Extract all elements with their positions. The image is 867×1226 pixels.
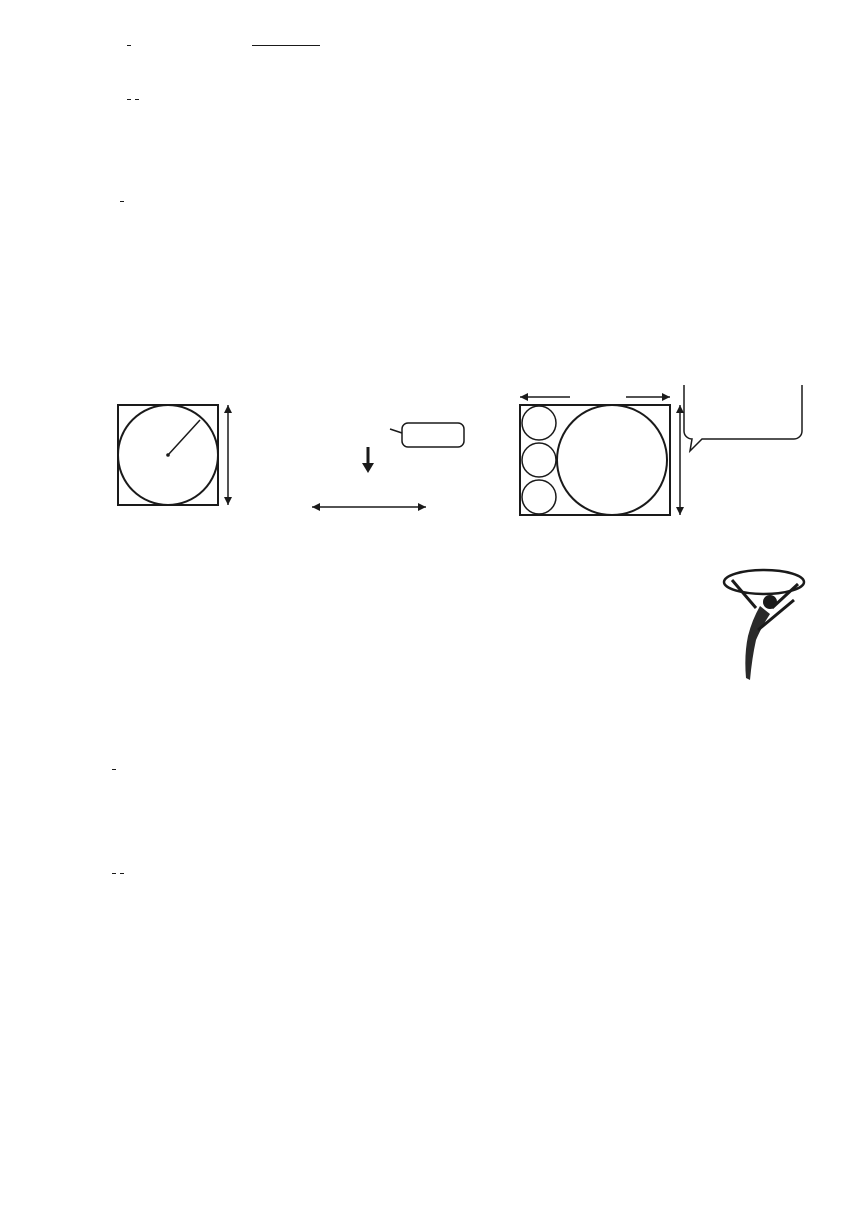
question-13-line2 xyxy=(118,190,194,211)
answer-fig1 xyxy=(112,538,152,560)
fraction xyxy=(112,873,116,874)
question-18-line2 xyxy=(110,862,126,883)
question-16-line1 xyxy=(88,590,118,611)
fraction xyxy=(135,99,139,100)
fraction xyxy=(112,769,116,770)
fraction xyxy=(127,45,131,46)
question-19-sub1 xyxy=(112,1048,172,1069)
question-17-line2 xyxy=(110,758,180,779)
fraction xyxy=(127,99,131,100)
blank-fraction xyxy=(252,45,320,46)
question-15-figures xyxy=(100,385,820,525)
fraction xyxy=(120,873,124,874)
question-19-line1 xyxy=(88,972,118,993)
answer-fig3 xyxy=(545,538,589,560)
question-14-line3 xyxy=(118,325,186,346)
question-16-line3 xyxy=(110,662,238,683)
question-17-line1 xyxy=(88,716,118,737)
figure-rectangle-circles xyxy=(520,385,802,515)
gymnast-illustration xyxy=(712,560,822,700)
figure-circle-in-square xyxy=(118,405,232,505)
question-13-line1 xyxy=(88,154,118,175)
question-19-sub2-line2 xyxy=(148,1126,204,1147)
fraction xyxy=(120,201,124,202)
figure-circle-sectors xyxy=(312,423,464,511)
answer-fig2 xyxy=(318,538,364,560)
question-12 xyxy=(88,88,281,109)
question-18-line3 xyxy=(110,918,172,939)
question-18-line1 xyxy=(88,820,118,841)
question-14-line1 xyxy=(88,257,118,278)
question-11 xyxy=(88,34,322,55)
